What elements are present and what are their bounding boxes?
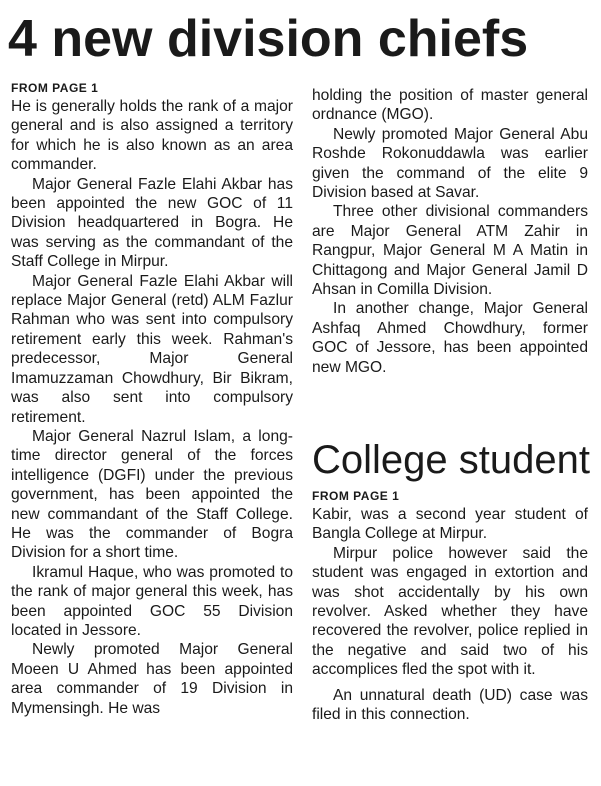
paragraph: Newly promoted Major General Moeen U Ahmed has been appointed area commander of 19 Division in Mymensingh. He was (11, 641, 293, 717)
paragraph: holding the position of master general ordnance (MGO). (312, 87, 588, 124)
right-column (312, 86, 588, 377)
paragraph: In another change, Major General Ashfaq Ahmed Chowdhury, former GOC of Jessore, has been appointed new MGO. (312, 300, 588, 376)
story2-column (312, 488, 588, 724)
paragraph: Mirpur police however said the student was engaged in extortion and was shot accidentally by his own revolver. Asked whether they have recovered the revolver, police replied in the negative and said two of his accomplices fled the spot with it. (312, 544, 588, 679)
paragraph: Kabir, was a second year student of Bangla College at Mirpur. (312, 506, 588, 543)
paragraph: Newly promoted Major General Abu Roshde Rokonuddawla was earlier given the command of the elite 9 Division based at Savar. (312, 125, 588, 202)
paragraph: Major General Fazle Elahi Akbar has been appointed the new GOC of 11 Division headquartered in Bogra. He was serving as the commandant of the Staff College in Mirpur. (11, 175, 293, 271)
dateline: FROM PAGE 1 (11, 81, 99, 95)
paragraph: He is generally holds the rank of a major general and is also assigned a territory for which he is also known as an area commander. (11, 98, 293, 174)
paragraph: Three other divisional commanders are Major General ATM Zahir in Rangpur, Major General M A Matin in Chittagong and Major General Jamil D Ahsan in Comilla Division. (312, 203, 588, 299)
paragraph: Ikramul Haque, who was promoted to the rank of major general this week, has been appointed GOC 55 Division located in Jessore. (11, 563, 293, 639)
story-headline: College student (312, 438, 590, 482)
dateline: FROM PAGE 1 (312, 489, 400, 503)
paragraph: Major General Nazrul Islam, a long-time director general of the forces intelligence (DGFI) under the previous government, has been appointed the new commandant of the Staff College. He was the commander of Bogra Division for a short time. (11, 427, 293, 562)
story-headline: 4 new division chiefs (8, 10, 529, 68)
paragraph: An unnatural death (UD) case was filed in this connection. (312, 686, 588, 724)
left-column (11, 80, 293, 718)
paragraph: Major General Fazle Elahi Akbar will replace Major General (retd) ALM Fazlur Rahman who was sent into compulsory retirement early this week. Rahman's predecessor, Major General Imamuzzaman Chowdhury, Bir Bikram, was also sent into compulsory retirement. (11, 272, 293, 426)
